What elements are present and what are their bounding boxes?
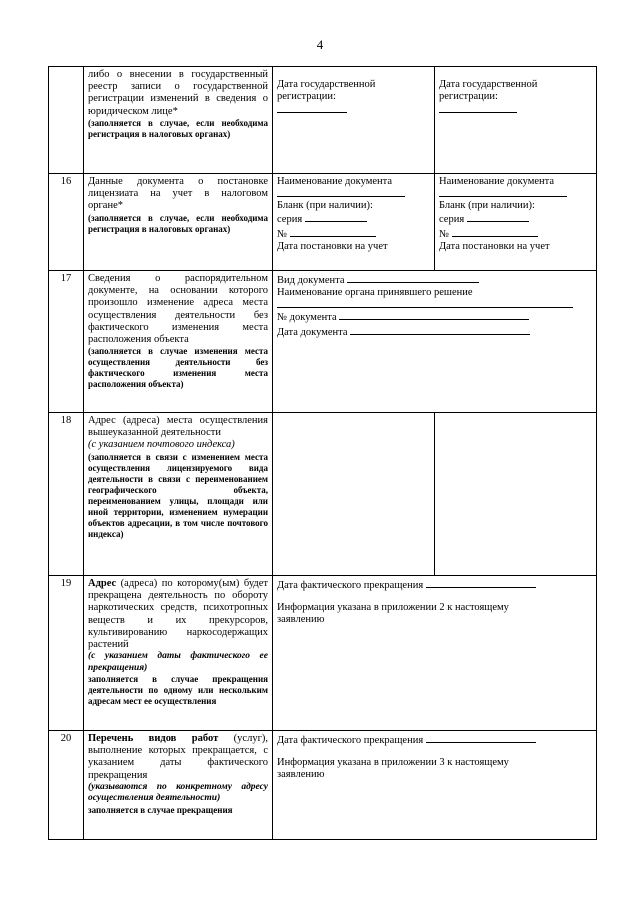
current-address-cell[interactable] (273, 413, 435, 576)
doc-date-label: Дата документа (277, 326, 348, 338)
appendix-info: Информация указана в приложении 2 к настоящему заявлению (277, 602, 509, 626)
termination-date-label: Дата фактического прекращения (277, 735, 424, 746)
row-description-text: (услуг), выполнение которых прекращается, с указанием даты фактического прекращения (88, 733, 268, 781)
current-value-cell[interactable] (273, 174, 435, 271)
row-description (84, 413, 273, 576)
row-number: 17 (49, 271, 84, 413)
termination-cell[interactable] (273, 576, 597, 731)
doc-number-field[interactable] (277, 310, 592, 324)
doc-date-field[interactable] (277, 325, 592, 339)
doc-name-label: Наименование документа (277, 176, 392, 187)
number-field[interactable] (439, 227, 592, 241)
series-label: серия (439, 214, 465, 226)
row-description (84, 271, 273, 413)
row-note: заполняется в случае прекращения (88, 804, 233, 815)
table-row (49, 271, 597, 413)
row-note-italic: (с указанием даты фактического ее прекращения) (88, 651, 268, 673)
row-number: 16 (49, 174, 84, 271)
appendix-info: Информация указана в приложении 3 к настоящему заявлению (277, 757, 509, 781)
series-label: серия (277, 214, 303, 226)
row-description-text: Сведения о распорядительном документе, на основании которого произошло изменение адреса места осуществления деятельности без фактического изменения места расположения объекта (88, 273, 268, 346)
page-number: 4 (316, 37, 324, 52)
series-field[interactable] (439, 212, 592, 226)
row-description-text: либо о внесении в государственный реестр записи о государственной регистрации изменений в сведения о юридическом лице* (88, 69, 268, 117)
table-row (49, 413, 597, 576)
doc-number-label: № документа (277, 312, 337, 324)
row-number: 20 (49, 731, 84, 840)
row-note: (заполняется в связи с изменением места осуществления лицензируемого вида деятельности в связи с переименованием географического объекта, переименованием улицы, площади или иной территории, изменением нумерации объектов адресации, в том числе почтового индекса) (88, 451, 268, 539)
doc-type-field[interactable] (277, 273, 592, 287)
termination-date-field[interactable] (277, 733, 592, 747)
number-field[interactable] (277, 227, 430, 241)
application-form-table (48, 66, 597, 840)
row-description-text: Адрес (адреса) места осуществления вышеуказанной деятельности (88, 415, 268, 439)
row-number (49, 67, 84, 174)
doc-type-label: Вид документа (277, 275, 345, 286)
row-note: (заполняется в случае, если необходима регистрация в налоговых органах) (88, 117, 268, 139)
table-row (49, 576, 597, 731)
row-description (84, 576, 273, 731)
registration-date-label: Дата государственной регистрации: (277, 79, 376, 103)
new-address-cell[interactable] (435, 413, 597, 576)
organ-label: Наименование органа принявшего решение (277, 287, 473, 299)
number-label: № (277, 228, 288, 240)
row-description-text: Данные документа о постановке лицензиата на учет в налоговом органе* (88, 176, 268, 212)
registration-date-label: Дата постановки на учет (277, 240, 388, 252)
table-row (49, 174, 597, 271)
registration-date-line[interactable] (439, 103, 517, 113)
row-number: 18 (49, 413, 84, 576)
blank-label: Бланк (при наличии): (439, 200, 535, 212)
series-field[interactable] (277, 212, 430, 226)
registration-date-label: Дата постановки на учет (439, 240, 550, 252)
row-description (84, 731, 273, 840)
blank-label: Бланк (при наличии): (277, 200, 373, 212)
termination-cell[interactable] (273, 731, 597, 840)
row-note: (заполняется в случае, если необходима регистрация в налоговых органах) (88, 212, 268, 234)
row-description-text: (адреса) по которому(ым) будет прекращена деятельность по обороту наркотических средств, психотропных веществ и их прекурсоров, культивированию наркосодержащих растений (88, 578, 268, 651)
new-value-cell[interactable] (435, 174, 597, 271)
number-label: № (439, 228, 450, 240)
row-description-italic: (с указанием почтового индекса) (88, 439, 235, 451)
doc-name-label: Наименование документа (439, 176, 554, 187)
current-value-cell[interactable] (273, 67, 435, 174)
organ-line[interactable] (277, 299, 573, 308)
registration-date-label: Дата государственной регистрации: (439, 79, 538, 103)
new-value-cell[interactable] (435, 67, 597, 174)
doc-name-line[interactable] (439, 188, 567, 197)
order-document-cell[interactable] (273, 271, 597, 413)
doc-name-line[interactable] (277, 188, 405, 197)
row-description-bold: Адрес (88, 578, 117, 589)
row-description (84, 174, 273, 271)
row-description (84, 67, 273, 174)
table-row (49, 731, 597, 840)
termination-date-field[interactable] (277, 578, 592, 592)
registration-date-line[interactable] (277, 103, 347, 113)
row-description-bold: Перечень видов работ (88, 733, 219, 744)
row-note: заполняется в случае прекращения деятельности по одному или нескольким адресам мест ее осуществления (88, 674, 268, 707)
termination-date-label: Дата фактического прекращения (277, 580, 424, 591)
row-number: 19 (49, 576, 84, 731)
row-note-italic: (указываются по конкретному адресу осуществления деятельности) (88, 781, 268, 804)
row-note: (заполняется в случае изменения места осуществления деятельности без фактического изменения места расположения объекта) (88, 346, 268, 390)
table-row (49, 67, 597, 174)
